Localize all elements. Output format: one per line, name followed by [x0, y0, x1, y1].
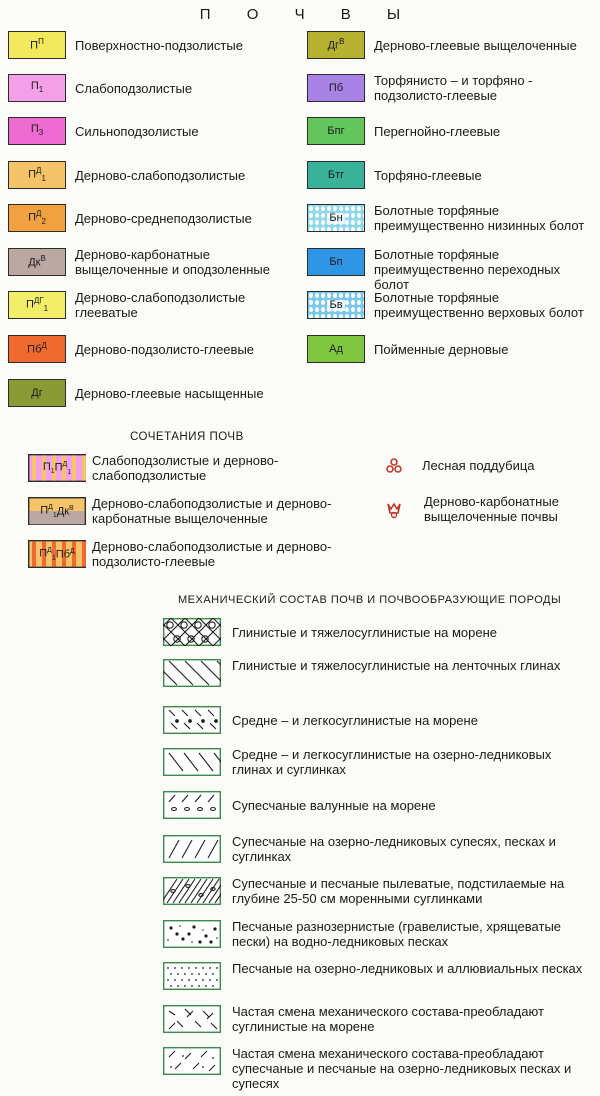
combo-swatch [28, 540, 86, 568]
soil-label: Дерново-среднеподзолистые [75, 210, 252, 226]
soil-code: $Дк^В$ [28, 254, 46, 269]
mech-pattern-swatch [163, 706, 221, 734]
mech-label: Глинистые и тяжелосуглинистые на ленточных глинах [232, 658, 561, 673]
soil-label: Дерново-слабоподзолистые [75, 167, 246, 183]
mech-label: Супесчаные на озерно-ледниковых супесях, песках и суглинках [232, 834, 556, 864]
soil-code: $П^{ДГ}_1$ [25, 296, 49, 313]
combo-code: $П_1$ $П^Д_1$ [42, 460, 72, 476]
soil-swatch [8, 117, 66, 145]
soil-code: Бн [329, 211, 343, 224]
mech-label: Песчаные на озерно-ледниковых и аллювиальных песках [232, 961, 583, 976]
soil-code: Ад [329, 342, 343, 355]
soil-swatch [8, 335, 66, 363]
mech-label: Частая смена механического состава-преобладают супесчаные и песчаные на озерно-ледниковых песках и супесях [232, 1046, 572, 1091]
soil-swatch [307, 291, 365, 319]
soil-label: Слабоподзолистые [75, 80, 193, 96]
soil-label: Поверхностно-подзолистые [75, 37, 243, 53]
soil-code: $Дг^В$ [327, 37, 345, 52]
mech-pattern-swatch [163, 1047, 221, 1075]
soil-label: Торфяно-глеевые [374, 167, 482, 183]
soil-swatch [307, 31, 365, 59]
soil-label: Дерново-глеевые насыщенные [75, 385, 264, 401]
mech-pattern-swatch [163, 618, 221, 646]
soil-label: Пойменные дерновые [374, 341, 509, 357]
mech-label: Средне – и легкосуглинистые на морене [232, 712, 478, 728]
soil-code: $П_3$ [30, 123, 44, 138]
soil-swatch [307, 335, 365, 363]
soil-code: $П_1$ [30, 80, 44, 95]
soil-label: Болотные торфяные преимущественно верховых болот [374, 290, 584, 320]
misc-label: Лесная поддубица [422, 458, 535, 473]
crown-icon [384, 500, 404, 520]
soil-swatch [8, 161, 66, 189]
soil-label: Болотные торфяные преимущественно переходных болот [374, 247, 561, 292]
soil-swatch [8, 379, 66, 407]
soil-swatch [8, 248, 66, 276]
soil-code: $П^П$ [30, 37, 44, 52]
mech-pattern-swatch [163, 920, 221, 948]
mech-pattern-swatch [163, 835, 221, 863]
mech-pattern-swatch [163, 791, 221, 819]
mech-label: Средне – и легкосуглинистые на озерно-ледниковых глинах и суглинках [232, 747, 552, 777]
combo-label: Дерново-слабоподзолистые и дерново-карбонатные выщелоченные [92, 496, 332, 526]
soil-swatch [307, 117, 365, 145]
mech-label: Супесчаные валунные на морене [232, 797, 436, 813]
soil-code: $П^Д_2$ [28, 209, 46, 226]
mech-pattern-swatch [163, 659, 221, 687]
mech-pattern-swatch [163, 1005, 221, 1033]
soil-swatch [307, 74, 365, 102]
combo-swatch [28, 454, 86, 482]
mech-label: Супесчаные и песчаные пылеватые, подстилаемые на глубине 25-50 см моренными суглинками [232, 876, 565, 906]
soil-swatch [8, 74, 66, 102]
soil-code: Бп [329, 255, 343, 268]
mech-pattern-swatch [163, 962, 221, 990]
combo-label: Слабоподзолистые и дерново-слабоподзолистые [92, 453, 279, 483]
soil-swatch [8, 204, 66, 232]
mech-label: Глинистые и тяжелосуглинистые на морене [232, 624, 498, 640]
combo-code: $П^Д_1$ $Пб^Д$ [39, 546, 75, 562]
oak-leaf-icon [384, 456, 404, 476]
soil-code: Бв [329, 298, 343, 311]
combo-label: Дерново-слабоподзолистые и дерново-подзолисто-глеевые [92, 539, 332, 569]
soil-swatch [307, 161, 365, 189]
soil-swatch [307, 204, 365, 232]
soil-label: Сильноподзолистые [75, 123, 199, 139]
soil-code: $Пб^Д$ [27, 341, 47, 356]
mech-pattern-swatch [163, 877, 221, 905]
soil-label: Перегнойно-глеевые [374, 123, 501, 139]
soil-code: Бтг [327, 168, 345, 181]
combo-swatch [28, 497, 86, 525]
soil-label: Дерново-слабоподзолистые глееватые [75, 290, 246, 320]
soil-code: Дг [31, 386, 43, 399]
misc-label: Дерново-карбонатные выщелоченные почвы [424, 494, 559, 524]
mech-label: Частая смена механического состава-преобладают суглинистые на морене [232, 1004, 544, 1034]
soil-swatch [8, 31, 66, 59]
soil-code: Пб [328, 81, 344, 94]
soil-swatch [8, 291, 66, 319]
legend-title: П О Ч В Ы [199, 6, 417, 23]
combos-title: СОЧЕТАНИЯ ПОЧВ [130, 431, 244, 443]
soil-swatch [307, 248, 365, 276]
mech-pattern-swatch [163, 748, 221, 776]
mech-label: Песчаные разнозернистые (гравелистые, хрящеватые пески) на водно-ледниковых песках [232, 919, 562, 949]
soil-label: Торфянисто – и торфяно - подзолисто-глеевые [374, 73, 533, 103]
soil-label: Дерново-подзолисто-глеевые [75, 341, 255, 357]
combo-code: $П^Д_1$ $Дк^В$ [40, 503, 74, 519]
soil-label: Дерново-глеевые выщелоченные [374, 37, 577, 53]
soil-label: Болотные торфяные преимущественно низинных болот [374, 203, 585, 233]
mech-title: МЕХАНИЧЕСКИЙ СОСТАВ ПОЧВ И ПОЧВООБРАЗУЮЩИЕ ПОРОДЫ [178, 594, 562, 606]
soil-code: $П^Д_1$ [28, 166, 46, 183]
soil-code: Бпг [327, 124, 345, 137]
soil-label: Дерново-карбонатные выщелоченные и оподзоленные [75, 247, 270, 277]
